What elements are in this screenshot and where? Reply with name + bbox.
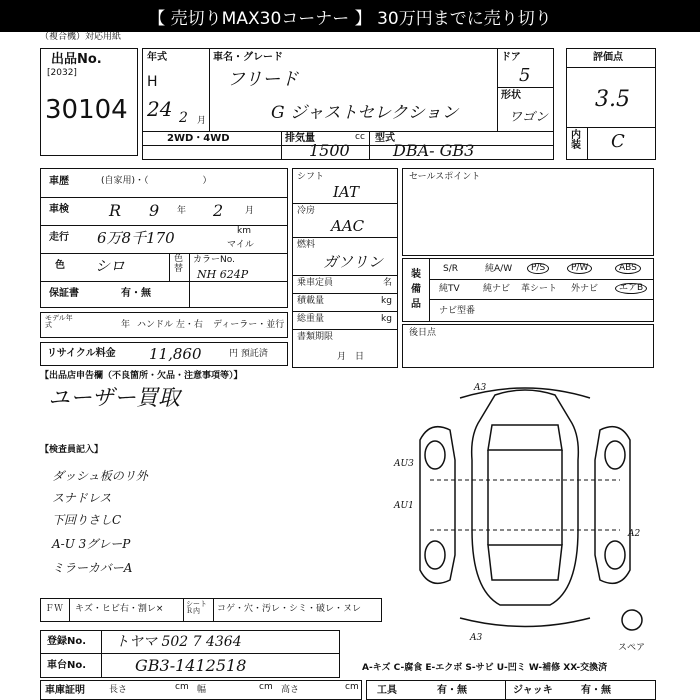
middle-box [292, 168, 398, 368]
dimension-height-unit: cm [345, 682, 359, 692]
score-value: 3.5 [595, 87, 630, 112]
diagram-mark-au1: AU1 [394, 501, 414, 511]
body-shape-label: 形状 [501, 90, 521, 101]
diagram-mark-a2: A2 [628, 529, 641, 539]
inspector-line-2: スナドレス [52, 491, 112, 505]
dimension-width: 幅 [197, 685, 207, 695]
equip-alloy: 純A/W [485, 264, 513, 274]
mileage-unit-mile: マイル [227, 240, 254, 250]
inspector-line-5: ミラーカバーA [52, 561, 133, 575]
history-label: 車歴 [49, 176, 69, 187]
equip-leather: 革シート [521, 284, 558, 294]
inspection-year: 9 [149, 201, 160, 220]
dimension-length: 長さ [109, 685, 128, 695]
recycle-label: リサイクル料金 [47, 348, 116, 359]
navi-model-label: ナビ型番 [439, 306, 476, 316]
model-type-label: モデル年式 [45, 314, 73, 329]
aircon-value: AAC [331, 217, 365, 235]
equipment-label: 装備品 [411, 269, 421, 310]
load-label: 積載量 [297, 296, 325, 306]
load-unit: kg [381, 296, 392, 306]
dimension-width-unit: cm [259, 682, 273, 692]
recycle-row [40, 342, 288, 366]
model-year-month: 2 [179, 110, 188, 126]
aircon-label: 冷房 [297, 206, 316, 216]
lot-label: 出品No. [51, 52, 102, 67]
seller-notes-label: 【出品店申告欄（不良箇所・欠品・注意事項等）】 [40, 371, 243, 381]
interior-label: 内装 [571, 130, 581, 151]
handle-value: ハンドル 左・右 [137, 320, 203, 330]
color-no-label: カラーNo. [193, 255, 235, 265]
equip-tv: 純TV [439, 284, 460, 294]
seller-notes-text: ユーザー買取 [48, 386, 181, 411]
fuel-label: 燃料 [297, 240, 316, 250]
seat-label: シートＲ内 [186, 600, 207, 615]
displacement-value: 1500 [309, 141, 350, 160]
score-label: 評価点 [593, 52, 623, 63]
equip-ps: P/S [527, 263, 549, 274]
mileage-unit-km: km [237, 226, 251, 236]
weight-label: 総重量 [297, 314, 325, 324]
tools-value: 有・無 [437, 685, 467, 696]
equip-ext-navi: 外ナビ [571, 284, 599, 294]
mileage-value: 6万8千170 [97, 229, 175, 247]
diagram-mark-a3-top: A3 [474, 383, 487, 393]
model-year-month-unit: 月 [197, 116, 207, 126]
car-name-value: フリード [227, 69, 299, 90]
equipment-box [402, 258, 654, 322]
tools-row [366, 680, 656, 700]
model-code-value: DBA- GB3 [393, 141, 475, 160]
model-code-label: 型式 [375, 133, 395, 144]
lot-number: 30104 [45, 95, 128, 125]
top-info-box [142, 48, 554, 160]
tools-label: 工具 [377, 685, 397, 696]
inspector-label: 【検査員記入】 [40, 445, 104, 455]
rear-label: 後日点 [409, 328, 437, 338]
details-box [40, 168, 288, 308]
registration-box [40, 630, 340, 678]
inspector-line-1: ダッシュ板のリ外 [52, 469, 148, 483]
model-type-row [40, 312, 288, 338]
grade-value: G ジャストセレクション [271, 103, 459, 123]
shift-label: シフト [297, 172, 325, 182]
car-name-label: 車名・グレード [213, 52, 283, 63]
interior-value: C [611, 131, 625, 152]
equip-sr: S/R [443, 264, 458, 274]
shift-value: IAT [333, 183, 359, 201]
lot-box [40, 48, 138, 156]
inspector-line-3: 下回りさしC [52, 513, 122, 527]
diagram-mark-au3: AU3 [394, 459, 414, 469]
fuel-value: ガソリン [323, 253, 384, 271]
dimensions-row [40, 680, 362, 700]
jack-value: 有・無 [581, 685, 611, 696]
chassis-value: GB3-1412518 [135, 656, 247, 675]
inspection-label: 車検 [49, 204, 69, 215]
warranty-label: 保証書 [49, 288, 79, 299]
subheader: （複合機）対応用紙 [40, 32, 122, 42]
weight-unit: kg [381, 314, 392, 324]
model-type-year-unit: 年 [121, 320, 131, 330]
deadline-unit: 月 日 [337, 352, 365, 362]
warranty-value: 有・無 [121, 288, 151, 299]
mileage-label: 走行 [49, 232, 69, 243]
deadline-label: 書類期限 [297, 332, 334, 342]
damage-legend: A-キズ C-腐食 E-エクボ S-サビ U-凹ミ W-補修 XX-交換済 [362, 663, 608, 673]
equip-pw: P/W [567, 263, 592, 274]
inspector-line-4: A-U 3グレーP [52, 537, 131, 551]
equip-navi: 純ナビ [483, 284, 511, 294]
capacity-label: 乗車定員 [297, 278, 334, 288]
recycle-unit: 円 預託済 [229, 349, 268, 359]
fw-items: キズ・ヒビ右・割レ× [75, 604, 164, 614]
model-year-era: H [147, 74, 158, 90]
repaint-label: 色替 [174, 254, 184, 274]
registration-label: 登録No. [47, 636, 87, 647]
displacement-unit: cc [355, 132, 365, 142]
dimension-length-unit: cm [175, 682, 189, 692]
history-value: (自家用)・（ ） [101, 176, 212, 186]
color-no-value: NH 624P [197, 268, 249, 281]
car-damage-diagram [400, 380, 650, 635]
recycle-value: 11,860 [149, 345, 202, 363]
registration-value: トヤマ 502 7 4364 [115, 634, 242, 650]
spare-label: スペア [618, 643, 646, 653]
displacement-label: 排気量 [285, 133, 315, 144]
capacity-unit: 名 [383, 278, 393, 288]
chassis-label: 車台No. [47, 660, 87, 671]
doors-label: ドア [501, 52, 521, 63]
color-label: 色 [55, 260, 65, 271]
score-box [566, 48, 656, 160]
inspection-era: R [109, 201, 122, 220]
dimensions-label: 車庫証明 [45, 685, 85, 696]
equip-abs: ABS [615, 263, 641, 274]
sales-point-label: セールスポイント [409, 172, 481, 182]
inspection-month-unit: 月 [245, 206, 255, 216]
diagram-mark-a3-bottom: A3 [470, 633, 483, 643]
banner: 【 売切りMAX30コーナー 】 30万円までに売り切り [0, 0, 700, 32]
fw-row [40, 598, 382, 622]
inspection-year-unit: 年 [177, 206, 187, 216]
sales-point-box [402, 168, 654, 256]
model-year-label: 年式 [147, 52, 167, 63]
model-year-value: 24 [147, 97, 173, 121]
doors-value: 5 [519, 65, 531, 86]
lot-small-number: [2032] [47, 68, 77, 78]
body-shape-value: ワゴン [509, 110, 549, 125]
jack-label: ジャッキ [513, 685, 553, 696]
drive-options: 2WD・4WD [167, 133, 230, 144]
equip-airbag: エアB [615, 283, 647, 294]
dimension-height: 高さ [281, 685, 300, 695]
dealer-value: ディーラー・並行 [213, 320, 285, 330]
seat-items: コゲ・穴・汚レ・シミ・破レ・ヌレ [217, 604, 362, 614]
inspection-month: 2 [213, 201, 224, 220]
rear-box [402, 324, 654, 368]
color-value: シロ [95, 257, 126, 275]
fw-label: ＦＷ [45, 604, 64, 614]
